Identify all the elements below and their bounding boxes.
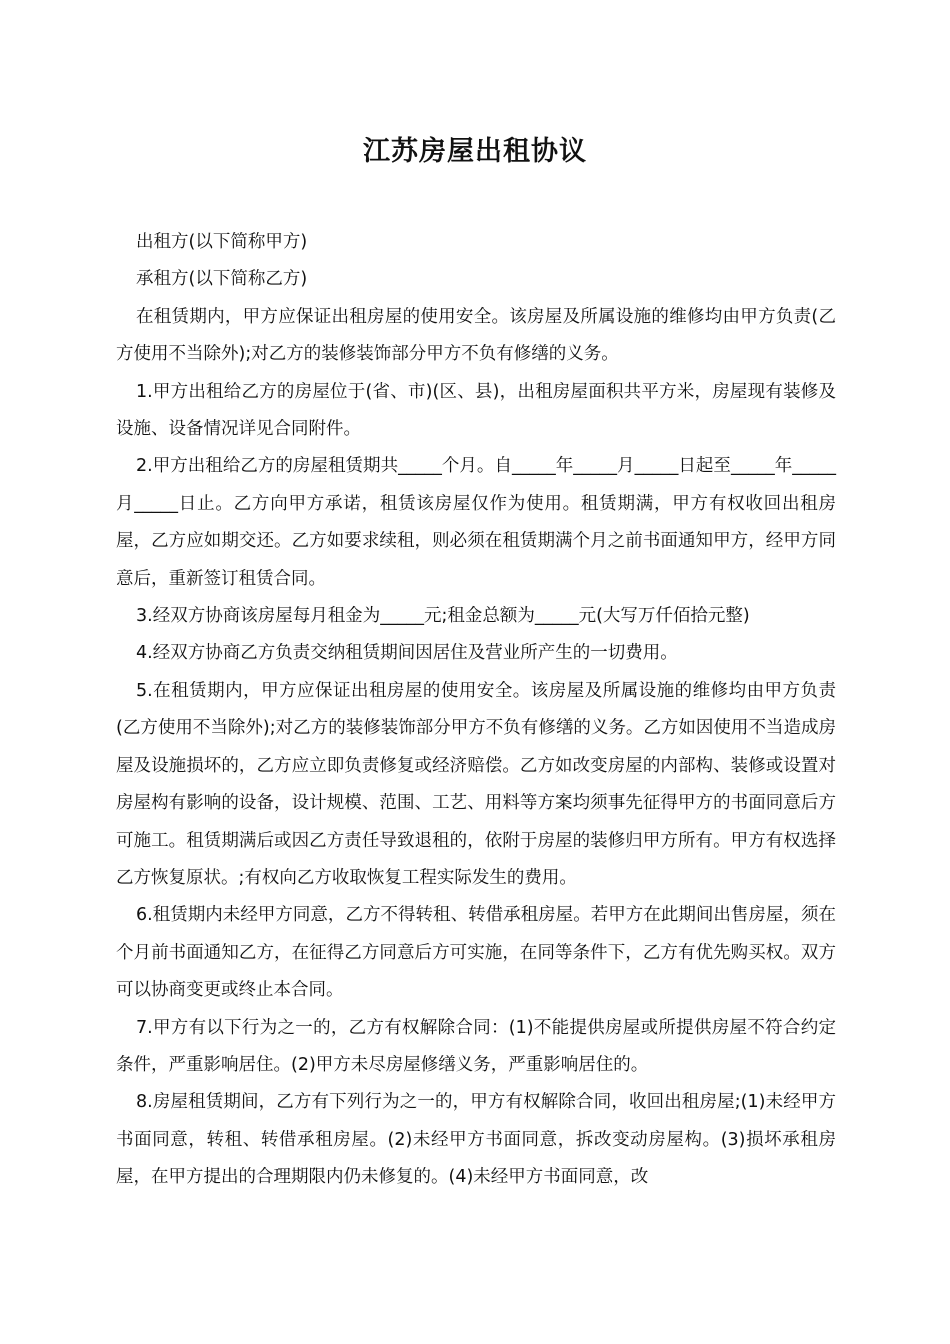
clause-1: 1.甲方出租给乙方的房屋位于(省、市)(区、县)，出租房屋面积共平方米，房屋现有装修及设施、设备情况详见合同附件。 bbox=[116, 381, 836, 440]
document-body bbox=[116, 224, 836, 1197]
clause-3: 3.经双方协商该房屋每月租金为_____元;租金总额为_____元(大写万仟佰拾元整) bbox=[136, 606, 750, 627]
paragraph-intro: 在租赁期内，甲方应保证出租房屋的使用安全。该房屋及所属设施的维修均由甲方负责(乙方使用不当除外);对乙方的装修装饰部分甲方不负有修缮的义务。 bbox=[116, 306, 836, 365]
clause-6: 6.租赁期内未经甲方同意，乙方不得转租、转借承租房屋。若甲方在此期间出售房屋，须在个月前书面通知乙方，在征得乙方同意后方可实施，在同等条件下，乙方有优先购买权。双方可以协商变更或终止本合同。 bbox=[116, 905, 836, 1001]
clause-5: 5.在租赁期内，甲方应保证出租房屋的使用安全。该房屋及所属设施的维修均由甲方负责(乙方使用不当除外);对乙方的装修装饰部分甲方不负有修缮的义务。乙方如因使用不当造成房屋及设施损坏的，乙方应立即负责修复或经济赔偿。乙方如改变房屋的内部构、装修或设置对房屋构有影响的设备，设计规模、范围、工艺、用料等方案均须事先征得甲方的书面同意后方可施工。租赁期满后或因乙方责任导致退租的，依附于房屋的装修归甲方所有。甲方有权选择乙方恢复原状。;有权向乙方收取恢复工程实际发生的费用。 bbox=[116, 680, 836, 888]
paragraph-lessee: 承租方(以下简称乙方) bbox=[136, 269, 308, 290]
document-title: 江苏房屋出租协议 bbox=[363, 136, 587, 167]
clause-8: 8.房屋租赁期间，乙方有下列行为之一的，甲方有权解除合同，收回出租房屋;(1)未经甲方书面同意，转租、转借承租房屋。(2)未经甲方书面同意，拆改变动房屋构。(3)损坏承租房屋，在甲方提出的合理期限内仍未修复的。(4)未经甲方书面同意，改 bbox=[116, 1092, 836, 1188]
clause-4: 4.经双方协商乙方负责交纳租赁期间因居住及营业所产生的一切费用。 bbox=[136, 643, 678, 664]
clause-7: 7.甲方有以下行为之一的，乙方有权解除合同：(1)不能提供房屋或所提供房屋不符合约定条件，严重影响居住。(2)甲方未尽房屋修缮义务，严重影响居住的。 bbox=[116, 1017, 836, 1075]
clause-2: 2.甲方出租给乙方的房屋租赁期共_____个月。自_____年_____月_____日起至_____年_____月_____日止。乙方向甲方承诺，租赁该房屋仅作为使用。租赁期满，甲方有权收回出租房屋，乙方应如期交还。乙方如要求续租，则必须在租赁期满个月之前书面通知甲方，经甲方同意后，重新签订租赁合同。 bbox=[116, 456, 836, 589]
paragraph-lessor: 出租方(以下简称甲方) bbox=[136, 232, 308, 252]
